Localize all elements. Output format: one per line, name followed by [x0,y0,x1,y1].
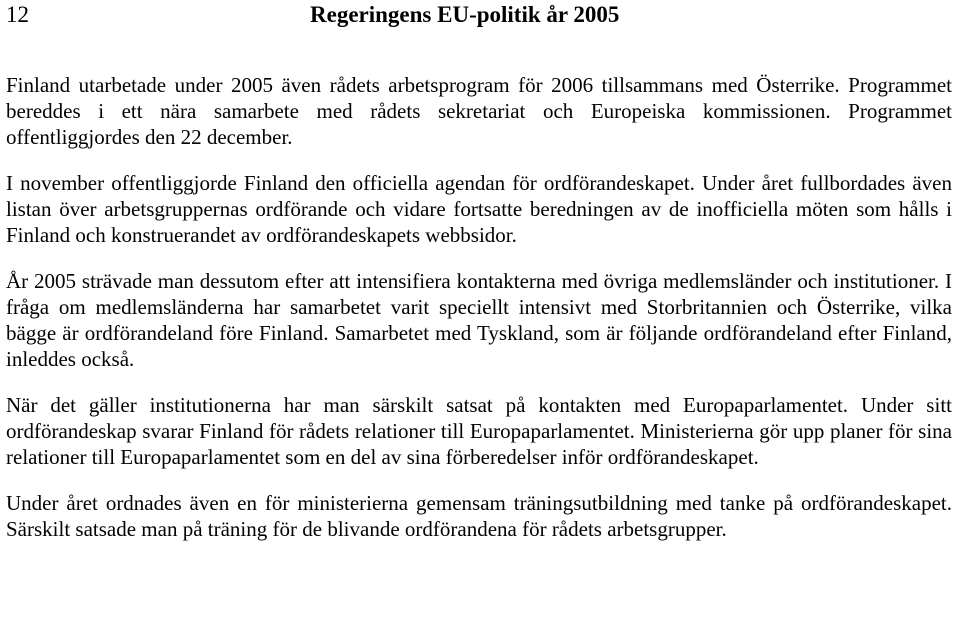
paragraph-european-parliament: När det gäller institutionerna har man särskilt satsat på kontakten med Europaparlamentet. Under sitt ordförandeskap svarar Finland för rådets relationer till Europaparlamentet. Ministerierna gör upp planer för sina relationer till Europaparlamentet som en del av sina förberedelser inför ordförandeskapet. [6,393,952,469]
document-page [6,0,952,541]
running-title: Regeringens EU-politik år 2005 [310,2,620,27]
paragraph-training: Under året ordnades även en för ministerierna gemensam träningsutbildning med tanke på ordförandeskapet. Särskilt satsade man på träning för de blivande ordförandena för rådets arbetsgrupper. [6,491,952,541]
page-header [6,0,952,40]
body-text [6,72,952,562]
page-number: 12 [6,2,29,27]
paragraph-official-agenda: I november offentliggjorde Finland den officiella agendan för ordförandeskapet. Under året fullbordades även listan över arbetsgruppernas ordförande och vidare fortsatte beredningen av de inofficiella möten som hålls i Finland och konstruerandet av ordförandeskapets webbsidor. [6,171,952,247]
paragraph-member-state-contacts: År 2005 strävade man dessutom efter att intensifiera kontakterna med övriga medlemsländer och institutioner. I fråga om medlemsländerna har samarbetet varit speciellt intensivt med Storbritannien och Österrike, vilka bägge är ordförandeland före Finland. Samarbetet med Tyskland, som är följande ordförandeland efter Finland, inleddes också. [6,269,952,371]
paragraph-work-programme: Finland utarbetade under 2005 även rådets arbetsprogram för 2006 tillsammans med Österrike. Programmet bereddes i ett nära samarbete med rådets sekretariat och Europeiska kommissionen. Programmet offentliggjordes den 22 december. [6,73,952,149]
